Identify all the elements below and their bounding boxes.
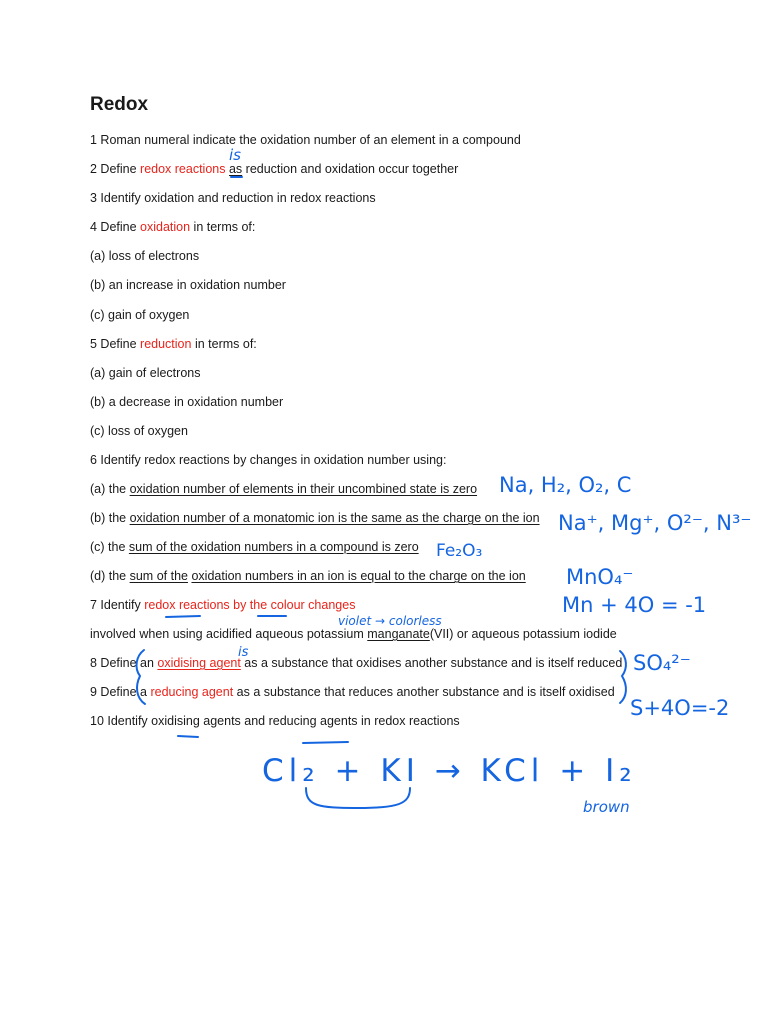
objective-1-text: 1 Roman numeral indicate the oxidation number of an element in a compound: [90, 133, 521, 147]
ink-is-mid: is: [238, 645, 249, 660]
ink-underline-colour: [166, 616, 200, 617]
objective-8: 8 Define an oxidising agent as a substance that oxidises another substance and is itself reduced: [90, 656, 623, 670]
ink-so4: SO₄²⁻: [633, 651, 691, 675]
objective-6b: (b) the oxidation number of a monatomic ion is the same as the charge on the ion: [90, 511, 540, 525]
ink-reaction: Cl₂ + KI → KCl + I₂: [262, 753, 637, 789]
ink-elements: Na, H₂, O₂, C: [499, 473, 632, 497]
objective-7: 7 Identify redox reactions by the colour changes: [90, 598, 356, 612]
objective-6a: (a) the oxidation number of elements in their uncombined state is zero: [90, 482, 478, 496]
ink-brown: brown: [583, 798, 630, 816]
objective-4c: (c) gain of oxygen: [90, 308, 190, 322]
objective-5: 5 Define reduction in terms of:: [90, 337, 257, 351]
page-title: Redox: [90, 94, 149, 115]
objective-1: [90, 132, 521, 148]
objective-2: 2 Define redox reactions as reduction and oxidation occur together: [90, 162, 459, 176]
objective-6: 6 Identify redox reactions by changes in oxidation number using:: [90, 453, 447, 467]
objective-7-continued: involved when using acidified aqueous potassium manganate(VII) or aqueous potassium iodide: [90, 627, 617, 641]
objective-6d: (d) the sum of the oxidation numbers in an ion is equal to the charge on the ion: [90, 569, 526, 583]
objective-4a: (a) loss of electrons: [90, 249, 200, 263]
ink-mno4: MnO₄⁻: [566, 565, 634, 589]
struck-word-as: as: [228, 162, 243, 176]
term-colour-changes: redox reactions by the colour changes: [144, 598, 356, 612]
objective-9: 9 Define a reducing agent as a substance that reduces another substance and is itself oxidised: [90, 685, 615, 699]
ink-mn-equation: Mn + 4O = -1: [562, 593, 707, 617]
objective-6c: (c) the sum of the oxidation numbers in a compound is zero: [90, 540, 419, 554]
objective-4b: (b) an increase in oxidation number: [90, 278, 286, 292]
ink-violet-colorless: violet → colorless: [338, 614, 442, 628]
ink-cl-ki-connector: [306, 788, 410, 808]
objective-5b: (b) a decrease in oxidation number: [90, 395, 284, 409]
term-oxidising-agent: oxidising agent: [157, 656, 241, 670]
ink-underline-oxidising: [178, 736, 198, 737]
ink-is-top: is: [229, 146, 241, 164]
term-reduction: reduction: [140, 337, 192, 351]
term-oxidation: oxidation: [140, 220, 191, 234]
term-redox-reactions: redox reactions: [140, 162, 226, 176]
ink-line-over-ki: [303, 742, 348, 743]
objective-10: 10 Identify oxidising agents and reducing agents in redox reactions: [90, 714, 460, 728]
objective-5a: (a) gain of electrons: [90, 366, 201, 380]
term-reducing-agent: reducing agent: [150, 685, 234, 699]
ink-fe2o3: Fe₂O₃: [436, 541, 483, 561]
objective-3: 3 Identify oxidation and reduction in redox reactions: [90, 191, 376, 205]
ink-s-equation: S+4O=-2: [630, 696, 730, 720]
ink-ions: Na⁺, Mg⁺, O²⁻, N³⁻: [558, 511, 752, 535]
objective-5c: (c) loss of oxygen: [90, 424, 188, 438]
objective-4: 4 Define oxidation in terms of:: [90, 220, 256, 234]
